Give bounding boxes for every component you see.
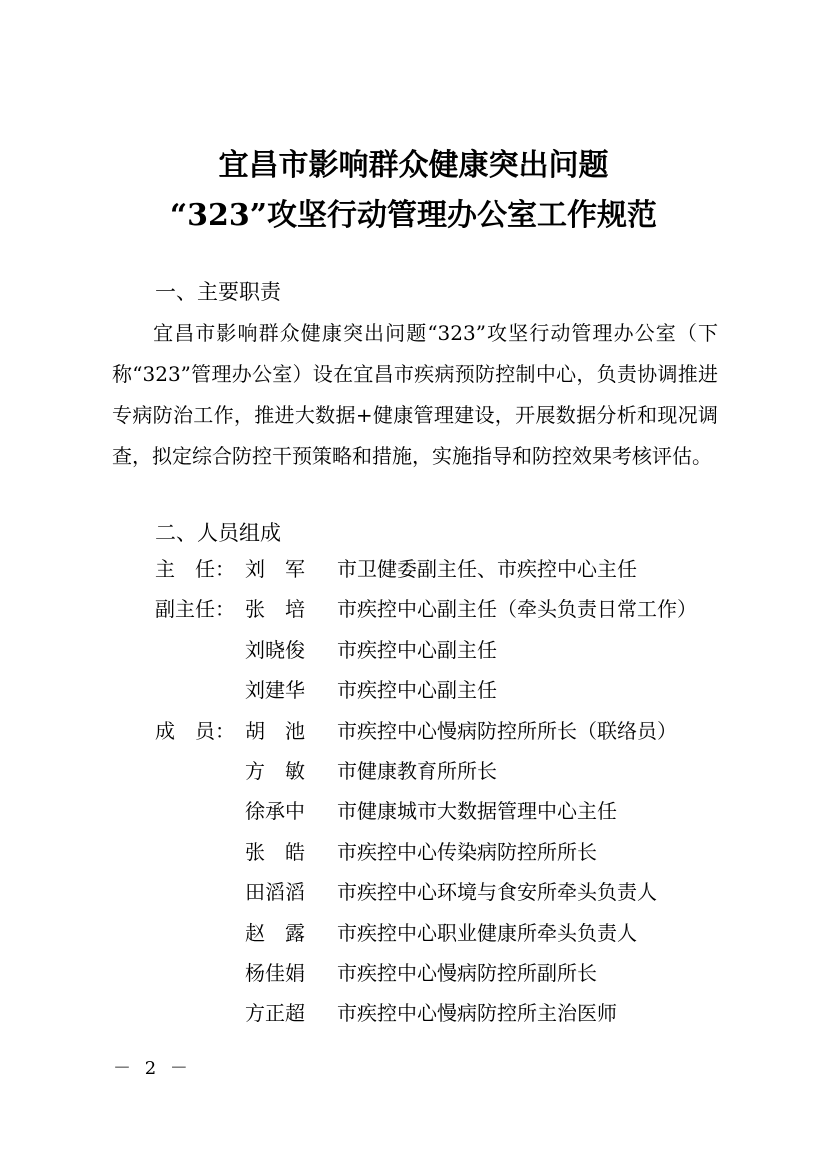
member-position: 市卫健委副主任、市疾控中心主任 [337, 557, 637, 581]
member-name: 方 敏 [245, 759, 305, 783]
member-role: 主 任： [155, 557, 235, 581]
member-position: 市疾控中心环境与食安所牵头负责人 [337, 880, 657, 905]
member-position: 市疾控中心慢病防控所主治医师 [337, 1001, 617, 1026]
member-name: 杨佳娟 [245, 961, 305, 985]
member-name: 刘 军 [245, 557, 305, 581]
member-position: 市疾控中心副主任 [337, 637, 497, 662]
member-name: 刘建华 [245, 678, 305, 703]
duties-paragraph-text: 宜昌市影响群众健康突出问题“323”攻坚行动管理办公室（下称“323”管理办公室）设在宜昌市疾病预防控制中心，负责协调推进专病防治工作，推进大数据+健康管理建设，开展数据分析和现况调查，拟定综合防控干预策略和措施，实施指导和防控效果考核评估。 [112, 321, 718, 468]
member-name: 张 皓 [245, 839, 305, 864]
member-position: 市疾控中心副主任 [337, 678, 497, 703]
member-position: 市健康教育所所长 [337, 759, 497, 783]
member-position: 市疾控中心传染病防控所所长 [337, 839, 597, 864]
member-position: 市疾控中心慢病防控所所长（联络员） [337, 718, 677, 743]
section-heading-members: 二、人员组成 [155, 521, 281, 545]
member-name: 刘晓俊 [245, 637, 305, 662]
member-name: 田滔滔 [245, 880, 305, 905]
member-name: 徐承中 [245, 799, 305, 824]
duties-paragraph [112, 313, 718, 477]
member-position: 市疾控中心副主任（牵头负责日常工作） [337, 597, 697, 622]
member-name: 赵 露 [245, 920, 305, 945]
section-heading-duties: 一、主要职责 [155, 280, 281, 304]
member-position: 市疾控中心职业健康所牵头负责人 [337, 920, 637, 945]
member-name: 张 培 [245, 597, 305, 622]
member-position: 市疾控中心慢病防控所副所长 [337, 961, 597, 985]
document-title-line2: “323”攻坚行动管理办公室工作规范 [169, 198, 658, 233]
document-title-line1: 宜昌市影响群众健康突出问题 [218, 148, 609, 183]
member-role: 成 员： [155, 718, 235, 743]
member-name: 胡 池 [245, 718, 305, 743]
member-role: 副主任： [155, 597, 235, 622]
member-position: 市健康城市大数据管理中心主任 [337, 799, 617, 824]
member-name: 方正超 [245, 1001, 305, 1026]
page-number: － 2 － [113, 1058, 192, 1079]
